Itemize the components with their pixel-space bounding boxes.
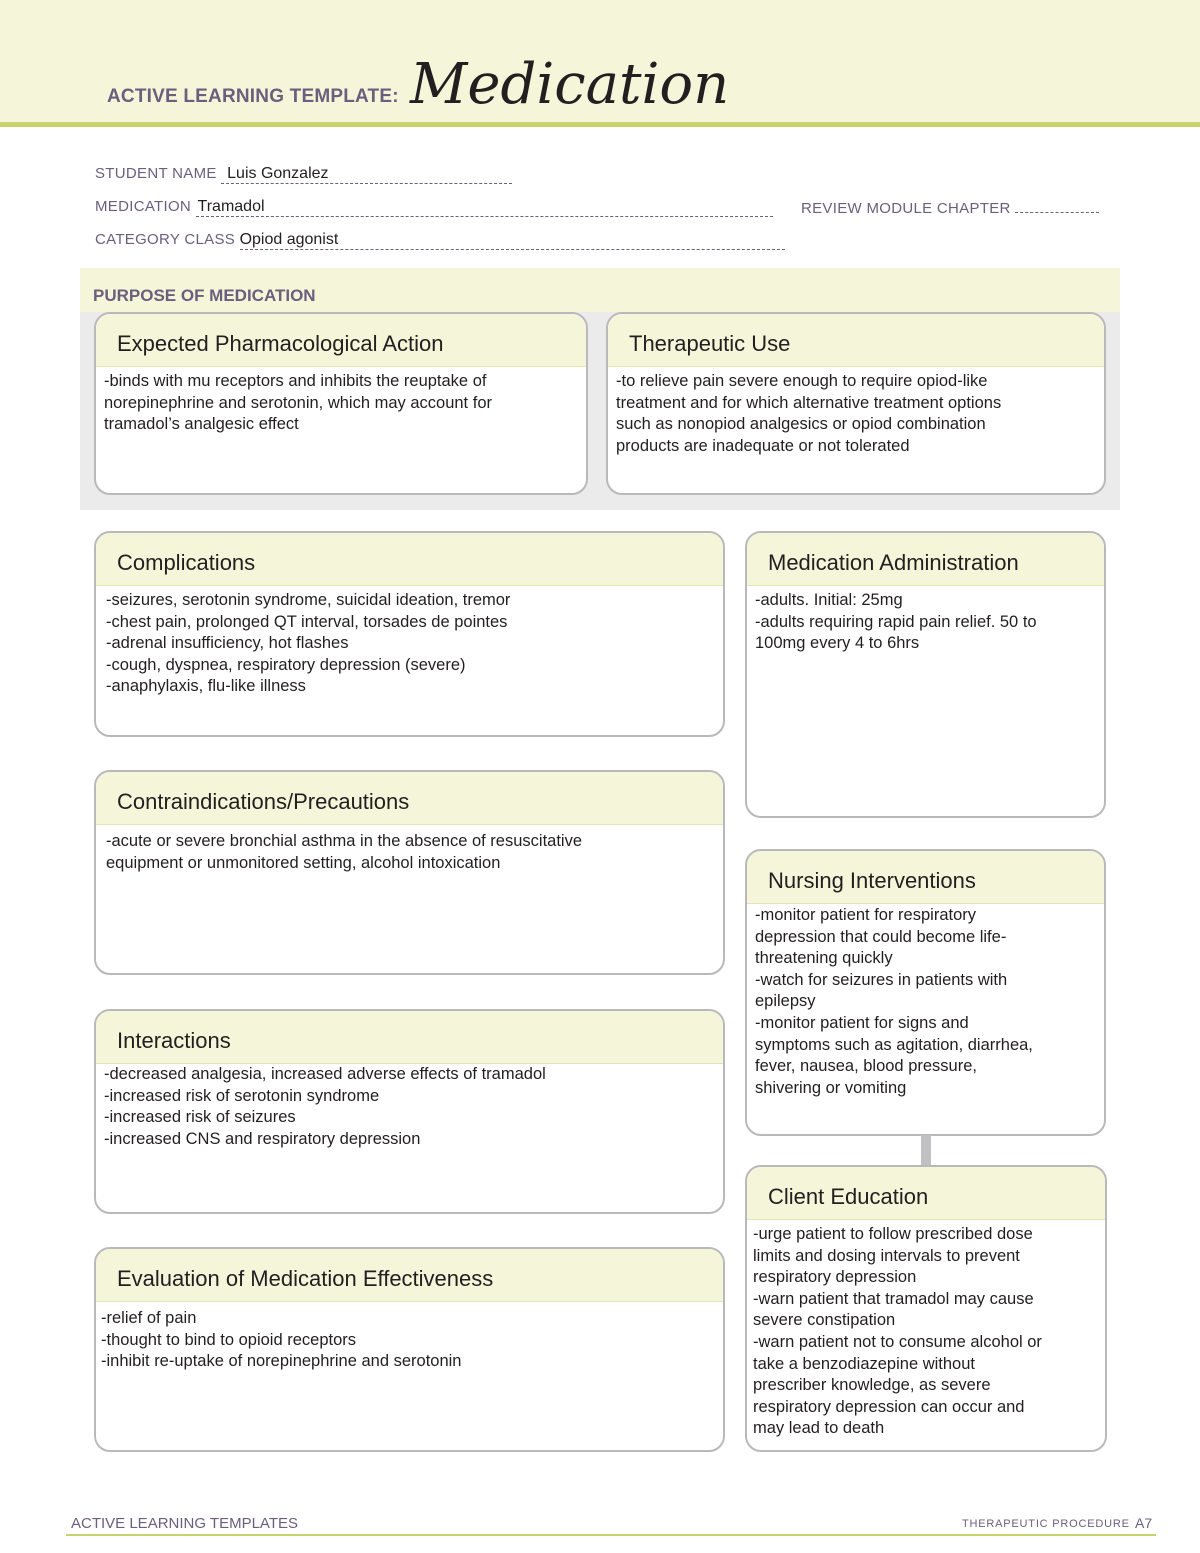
review-module-value: [1015, 198, 1099, 213]
footer-page-number: A7: [1135, 1515, 1153, 1531]
interactions-box[interactable]: [94, 1009, 725, 1214]
review-module-label: REVIEW MODULE CHAPTER: [801, 200, 1011, 217]
medication-administration-box[interactable]: [745, 531, 1106, 818]
nursing-interventions-text[interactable]: -monitor patient for respiratory depression that could become life- threatening quickly -watch for seizures in patients with epilepsy -monitor patient for signs and symptoms such as agitation, diarrhea, fever, nausea, blood pressure, shivering or vomiting: [755, 906, 1033, 1097]
page-title: Medication: [410, 52, 730, 117]
client-education-title: Client Education: [768, 1184, 929, 1209]
template-label: ACTIVE LEARNING TEMPLATE:: [107, 86, 399, 107]
category-class-field[interactable]: [95, 231, 785, 250]
review-module-field[interactable]: [801, 198, 1099, 217]
therapeutic-use-header: [608, 314, 1104, 367]
contraindications-header: [96, 772, 723, 825]
student-name-value: Luis Gonzalez: [221, 165, 512, 184]
footer-divider: [66, 1534, 1156, 1536]
student-name-label: STUDENT NAME: [95, 165, 217, 182]
expected-action-title: Expected Pharmacological Action: [117, 331, 444, 356]
medication-label: MEDICATION: [95, 198, 192, 215]
contraindications-title: Contraindications/Precautions: [117, 789, 410, 814]
expected-action-box[interactable]: [94, 312, 588, 495]
evaluation-header: [96, 1249, 723, 1302]
complications-header: [96, 533, 723, 586]
therapeutic-use-text[interactable]: -to relieve pain severe enough to require opiod-like treatment and for which alternative treatment options such as nonopiod analgesics or opiod combination products are inadequate or not tolerated: [616, 372, 1002, 455]
therapeutic-use-box[interactable]: [606, 312, 1106, 495]
header-divider: [0, 122, 1200, 127]
client-education-text[interactable]: -urge patient to follow prescribed dose limits and dosing intervals to prevent respiratory depression -warn patient that tramadol may cause severe constipation -warn patient not to consume alcohol or take a benzodiazepine without prescriber knowledge, as severe respiratory depression can occur and may lead to death: [753, 1225, 1042, 1438]
medication-value: Tramadol: [196, 198, 773, 217]
contraindications-box[interactable]: [94, 770, 725, 975]
client-education-box[interactable]: [745, 1165, 1107, 1452]
complications-text[interactable]: -seizures, serotonin syndrome, suicidal ideation, tremor -chest pain, prolonged QT interval, torsades de pointes -adrenal insufficiency, hot flashes -cough, dyspnea, respiratory depression (severe) -anaphylaxis, flu-like illness: [106, 591, 511, 696]
complications-box[interactable]: [94, 531, 725, 737]
medication-administration-text[interactable]: -adults. Initial: 25mg -adults requiring rapid pain relief. 50 to 100mg every 4 to 6hrs: [755, 591, 1037, 653]
box-connector: [921, 1135, 931, 1165]
therapeutic-use-title: Therapeutic Use: [629, 331, 791, 356]
purpose-label: PURPOSE OF MEDICATION: [93, 286, 316, 305]
medication-administration-header: [747, 533, 1104, 586]
complications-title: Complications: [117, 550, 256, 575]
interactions-title: Interactions: [117, 1028, 231, 1053]
nursing-interventions-title: Nursing Interventions: [768, 868, 976, 893]
footer-right-label: THERAPEUTIC PROCEDURE: [962, 1518, 1130, 1530]
client-education-header: [747, 1167, 1105, 1220]
evaluation-box[interactable]: [94, 1247, 725, 1452]
expected-action-text[interactable]: -binds with mu receptors and inhibits the reuptake of norepinephrine and serotonin, which may account for tramadol’s analgesic effect: [104, 372, 492, 434]
student-name-field[interactable]: [95, 165, 512, 184]
category-class-value: Opiod agonist: [240, 231, 785, 250]
category-class-label: CATEGORY CLASS: [95, 231, 236, 248]
contraindications-text[interactable]: -acute or severe bronchial asthma in the absence of resuscitative equipment or unmonitored setting, alcohol intoxication: [106, 832, 583, 872]
footer-left-label: ACTIVE LEARNING TEMPLATES: [71, 1515, 298, 1532]
evaluation-text[interactable]: -relief of pain -thought to bind to opioid receptors -inhibit re-uptake of norepinephrine and serotonin: [101, 1309, 462, 1371]
expected-action-header: [96, 314, 586, 367]
medication-field[interactable]: [95, 198, 773, 217]
evaluation-title: Evaluation of Medication Effectiveness: [117, 1266, 494, 1291]
interactions-header: [96, 1011, 723, 1064]
interactions-text[interactable]: -decreased analgesia, increased adverse effects of tramadol -increased risk of serotonin syndrome -increased risk of seizures -increased CNS and respiratory depression: [104, 1065, 546, 1148]
nursing-interventions-box[interactable]: [745, 849, 1106, 1136]
nursing-interventions-header: [747, 851, 1104, 904]
medication-administration-title: Medication Administration: [768, 550, 1019, 575]
